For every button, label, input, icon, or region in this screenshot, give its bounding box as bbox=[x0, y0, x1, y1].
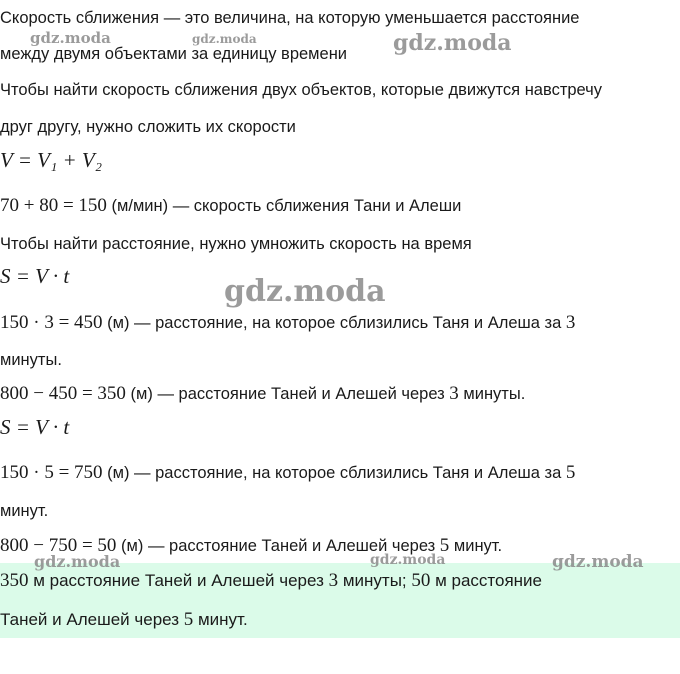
remaining-3min-calculation: 800 − 450 = 350 (м) — расстояние Таней и Алешей через 3 минуты. bbox=[0, 383, 526, 404]
rule-line-1: Чтобы найти скорость сближения двух объектов, которые движутся навстречу bbox=[0, 81, 603, 99]
watermark: gdz.moda bbox=[224, 274, 386, 309]
answer-box bbox=[0, 563, 680, 638]
watermark: gdz.moda bbox=[370, 552, 446, 568]
math-expression: 800 − 750 = 50 bbox=[0, 535, 117, 556]
watermark: gdz.moda bbox=[393, 30, 512, 56]
definition-line-1: Скорость сближения — это величина, на которую уменьшается расстояние bbox=[0, 9, 580, 27]
watermark: gdz.moda bbox=[34, 552, 121, 571]
math-expression: 150 · 3 = 450 bbox=[0, 312, 103, 333]
math-expression: 800 − 450 = 350 bbox=[0, 383, 126, 404]
answer-line-1: 350 м расстояние Таней и Алешей через 3 минуты; 50 м расстояние bbox=[0, 570, 542, 591]
rule-line-2: друг другу, нужно сложить их скорости bbox=[0, 118, 296, 136]
answer-line-2: Таней и Алешей через 5 минут. bbox=[0, 609, 248, 630]
formula-distance-2: S = V · t bbox=[0, 415, 70, 439]
distance-5min-calculation: 150 · 5 = 750 (м) — расстояние, на которое сблизились Таня и Алеша за 5 bbox=[0, 462, 576, 483]
watermark: gdz.moda bbox=[192, 32, 257, 46]
formula-closing-speed: V = V₁ + V₂ bbox=[0, 148, 103, 172]
distance-3min-calculation-cont: минуты. bbox=[0, 351, 62, 369]
formula-distance-1: S = V · t bbox=[0, 264, 70, 288]
closing-speed-calculation: 70 + 80 = 150 (м/мин) — скорость сближения Тани и Алеши bbox=[0, 195, 462, 216]
remaining-5min-calculation: 800 − 750 = 50 (м) — расстояние Таней и Алешей через 5 минут. bbox=[0, 535, 503, 556]
watermark: gdz.moda bbox=[30, 29, 111, 47]
math-expression: 70 + 80 = 150 bbox=[0, 195, 107, 216]
definition-line-2: между двумя объектами за единицу времени bbox=[0, 45, 348, 63]
distance-5min-calculation-cont: минут. bbox=[0, 502, 49, 520]
math-expression: 150 · 5 = 750 bbox=[0, 462, 103, 483]
distance-3min-calculation: 150 · 3 = 450 (м) — расстояние, на которое сблизились Таня и Алеша за 3 bbox=[0, 312, 576, 333]
distance-rule: Чтобы найти расстояние, нужно умножить скорость на время bbox=[0, 235, 472, 253]
watermark: gdz.moda bbox=[552, 552, 644, 572]
